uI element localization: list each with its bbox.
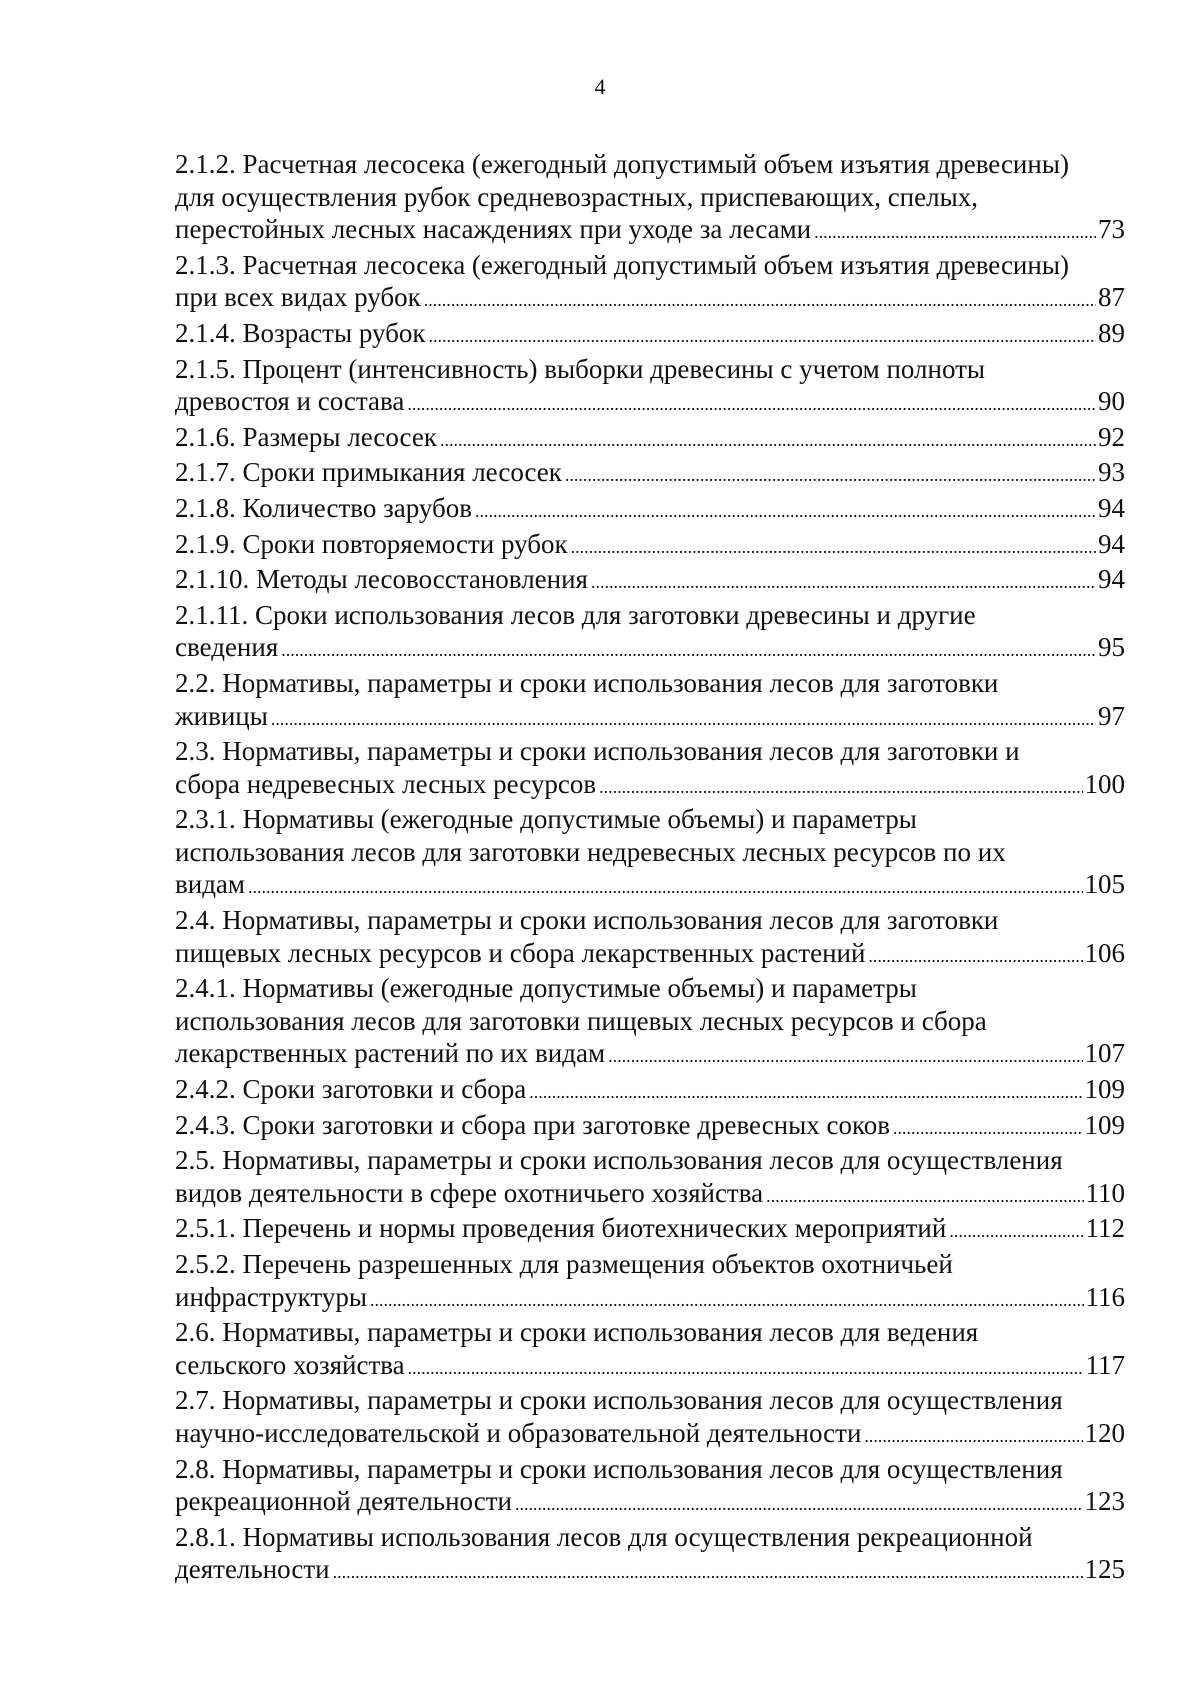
toc-entry-line: инфраструктуры — [175, 1281, 367, 1312]
toc-entry-last-line — [175, 1073, 1125, 1109]
toc-entry-line: 2.5.2. Перечень разрешенных для размещения объектов охотничьей — [175, 1249, 953, 1279]
toc-entry[interactable] — [175, 421, 1125, 457]
toc-entry-page-number: 100 — [1084, 768, 1125, 799]
toc-entry[interactable] — [175, 1109, 1125, 1145]
toc-entry-page-number: 123 — [1084, 1486, 1125, 1517]
toc-entry-page-number: 97 — [1098, 700, 1125, 731]
toc-entry-page-number: 90 — [1098, 386, 1125, 417]
toc-entry-line: деятельности — [175, 1554, 330, 1585]
toc-entry[interactable] — [175, 249, 1125, 317]
toc-entry-last-line — [175, 1485, 1125, 1521]
toc-entry-last-line — [175, 768, 1125, 804]
toc-entry-last-line — [175, 317, 1125, 353]
toc-entry-page-number: 89 — [1098, 317, 1125, 348]
toc-entry[interactable] — [175, 667, 1125, 735]
toc-entry-last-line — [175, 1177, 1125, 1213]
toc-entry-page-number: 120 — [1084, 1417, 1125, 1448]
toc-entry-line: 2.4.1. Нормативы (ежегодные допустимые объемы) и параметры — [175, 973, 917, 1004]
toc-entry-last-line — [175, 456, 1125, 492]
toc-entry[interactable] — [175, 904, 1125, 972]
toc-entry[interactable] — [175, 492, 1125, 528]
dot-leader — [440, 421, 1096, 457]
toc-entry-page-number: 109 — [1084, 1109, 1125, 1140]
toc-entry-last-line — [175, 492, 1125, 528]
dot-leader — [370, 1281, 1084, 1317]
dot-leader — [271, 700, 1096, 736]
toc-entry[interactable] — [175, 148, 1125, 249]
toc-entry-line: 2.5.1. Перечень и нормы проведения биотехнических мероприятий — [175, 1213, 947, 1244]
toc-entry-last-line — [175, 1349, 1125, 1385]
toc-entry-last-line — [175, 937, 1125, 973]
toc-entry-line: 2.6. Нормативы, параметры и сроки использования лесов для ведения — [175, 1317, 979, 1348]
toc-entry-line: 2.1.6. Размеры лесосек — [175, 421, 437, 452]
toc-entry-line: видов деятельности в сфере охотничьего хозяйства — [175, 1177, 764, 1208]
toc-entry-line: 2.4.3. Сроки заготовки и сбора при заготовке древесных соков — [175, 1109, 890, 1140]
toc-entry[interactable] — [175, 528, 1125, 564]
toc-entry-page-number: 106 — [1084, 937, 1125, 968]
toc-entry-page-number: 125 — [1084, 1554, 1125, 1585]
toc-entry-line: 2.2. Нормативы, параметры и сроки использования лесов для заготовки — [175, 667, 999, 698]
toc-entry-line: видам — [175, 869, 246, 900]
toc-entry[interactable] — [175, 1316, 1125, 1384]
toc-entry-line: 2.1.11. Сроки использования лесов для заготовки древесины и другие — [175, 599, 976, 630]
toc-entry-line: 2.1.2. Расчетная лесосека (ежегодный допустимый объем изъятия древесины) — [175, 149, 1069, 179]
toc-entry-line: 2.5. Нормативы, параметры и сроки использования лесов для осуществления — [175, 1145, 1063, 1176]
dot-leader — [565, 456, 1096, 492]
toc-entry-page-number: 112 — [1085, 1213, 1125, 1244]
toc-entry-last-line — [175, 631, 1125, 667]
toc-entry[interactable] — [175, 1453, 1125, 1521]
dot-leader — [428, 317, 1096, 353]
toc-entry[interactable] — [175, 972, 1125, 1073]
toc-entry-line: 2.4.2. Сроки заготовки и сбора — [175, 1074, 527, 1105]
toc-entry-page-number: 94 — [1098, 492, 1125, 523]
dot-leader — [766, 1177, 1083, 1213]
toc-entry-last-line — [175, 213, 1125, 249]
toc-entry-line: 2.1.4. Возрасты рубок — [175, 317, 426, 348]
toc-entry-line: пищевых лесных ресурсов и сбора лекарственных растений — [175, 937, 866, 968]
dot-leader — [814, 213, 1096, 249]
dot-leader — [864, 1417, 1082, 1453]
toc-entry-last-line — [175, 1037, 1125, 1073]
toc-entry-line: сведения — [175, 632, 279, 663]
toc-entry[interactable] — [175, 1521, 1125, 1589]
toc-entry[interactable] — [175, 1248, 1125, 1316]
toc-entry-line: использования лесов для заготовки недревесных лесных ресурсов по их — [175, 836, 1006, 867]
toc-entry-last-line — [175, 1212, 1125, 1248]
toc-entry-line: рекреационной деятельности — [175, 1486, 512, 1517]
toc-entry[interactable] — [175, 803, 1125, 904]
dot-leader — [949, 1212, 1083, 1248]
dot-leader — [515, 1485, 1083, 1521]
toc-entry-line: 2.4. Нормативы, параметры и сроки использования лесов для заготовки — [175, 905, 999, 936]
dot-leader — [408, 1349, 1084, 1385]
toc-entry[interactable] — [175, 353, 1125, 421]
toc-entry-last-line — [175, 1281, 1125, 1317]
toc-entry-line: 2.1.9. Сроки повторяемости рубок — [175, 528, 568, 559]
toc-entry-page-number: 117 — [1085, 1349, 1125, 1380]
toc-entry-page-number: 95 — [1098, 632, 1125, 663]
dot-leader — [281, 631, 1096, 667]
dot-leader — [333, 1553, 1083, 1589]
toc-entry-last-line — [175, 563, 1125, 599]
toc-entry-page-number: 109 — [1084, 1074, 1125, 1105]
toc-entry-page-number: 116 — [1085, 1281, 1125, 1312]
toc-entry-last-line — [175, 868, 1125, 904]
toc-entry-line: сельского хозяйства — [175, 1349, 405, 1380]
dot-leader — [248, 868, 1082, 904]
page-number: 4 — [594, 74, 606, 99]
dot-leader — [475, 492, 1096, 528]
dot-leader — [591, 563, 1096, 599]
toc-entry[interactable] — [175, 456, 1125, 492]
toc-entry-last-line — [175, 281, 1125, 317]
toc-entry-last-line — [175, 700, 1125, 736]
toc-entry-line: 2.1.7. Сроки примыкания лесосек — [175, 457, 562, 488]
dot-leader — [868, 937, 1082, 973]
dot-leader — [424, 281, 1096, 317]
toc-entry-line: при всех видах рубок — [175, 282, 421, 313]
toc-entry[interactable] — [175, 1073, 1125, 1109]
toc-entry[interactable] — [175, 599, 1125, 667]
toc-entry-line: для осуществления рубок средневозрастных, приспевающих, спелых, — [175, 181, 978, 212]
toc-entry-page-number: 73 — [1098, 214, 1125, 245]
toc-entry-line: научно-исследовательской и образовательной деятельности — [175, 1417, 862, 1448]
toc-entry-last-line — [175, 1109, 1125, 1145]
toc-entry-line: сбора недревесных лесных ресурсов — [175, 768, 597, 799]
toc-entry-line: 2.1.8. Количество зарубов — [175, 492, 472, 523]
toc-entry-last-line — [175, 528, 1125, 564]
toc-entry-line: живицы — [175, 700, 268, 731]
toc-entry-line: древостоя и состава — [175, 386, 405, 417]
toc-entry-line: лекарственных растений по их видам — [175, 1038, 606, 1069]
toc-entry-page-number: 93 — [1098, 457, 1125, 488]
toc-entry-page-number: 87 — [1098, 282, 1125, 313]
dot-leader — [608, 1037, 1082, 1073]
toc-entry-line: 2.3.1. Нормативы (ежегодные допустимые объемы) и параметры — [175, 804, 917, 835]
toc-entry[interactable] — [175, 1144, 1125, 1212]
toc-entry-line: перестойных лесных насаждениях при уходе за лесами — [175, 214, 812, 245]
toc-entry-line: 2.1.3. Расчетная лесосека (ежегодный допустимый объем изъятия древесины) — [175, 249, 1069, 280]
toc-entry-page-number: 94 — [1098, 564, 1125, 595]
toc-entry-last-line — [175, 421, 1125, 457]
toc-entry-line: 2.1.10. Методы лесовосстановления — [175, 564, 588, 595]
toc-entry-page-number: 105 — [1084, 869, 1125, 900]
dot-leader — [571, 528, 1096, 564]
toc-entry[interactable] — [175, 317, 1125, 353]
toc-entry[interactable] — [175, 1212, 1125, 1248]
toc-entry-line: 2.8. Нормативы, параметры и сроки использования лесов для осуществления — [175, 1453, 1063, 1484]
toc-entry-line: 2.8.1. Нормативы использования лесов для осуществления рекреационной — [175, 1521, 1033, 1552]
toc-entry[interactable] — [175, 735, 1125, 803]
toc-entry-page-number: 92 — [1098, 421, 1125, 452]
toc-entry-page-number: 110 — [1085, 1177, 1125, 1208]
dot-leader — [599, 768, 1082, 804]
toc-entry-last-line — [175, 1553, 1125, 1589]
toc-entry-last-line — [175, 385, 1125, 421]
toc-entry[interactable] — [175, 1384, 1125, 1452]
dot-leader — [893, 1109, 1083, 1145]
toc-entry-line: использования лесов для заготовки пищевых лесных ресурсов и сбора — [175, 1005, 987, 1036]
toc-entry-page-number: 107 — [1084, 1038, 1125, 1069]
table-of-contents — [175, 148, 1125, 1589]
dot-leader — [529, 1073, 1082, 1109]
toc-entry-line: 2.7. Нормативы, параметры и сроки использования лесов для осуществления — [175, 1385, 1063, 1416]
toc-entry-last-line — [175, 1417, 1125, 1453]
dot-leader — [407, 385, 1096, 421]
toc-entry-line: 2.3. Нормативы, параметры и сроки использования лесов для заготовки и — [175, 736, 1020, 767]
toc-entry[interactable] — [175, 563, 1125, 599]
toc-entry-line: 2.1.5. Процент (интенсивность) выборки древесины с учетом полноты — [175, 353, 986, 384]
toc-entry-page-number: 94 — [1098, 528, 1125, 559]
